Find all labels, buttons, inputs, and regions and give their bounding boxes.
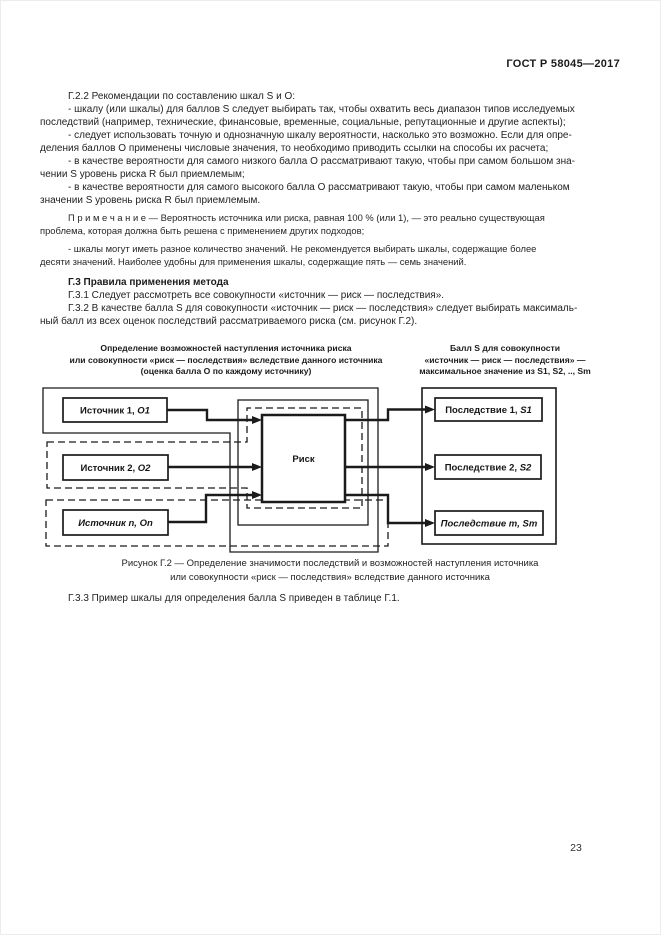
figure-right-header [398, 343, 612, 378]
figure-g2-diagram [40, 385, 615, 555]
section-g3-heading: Г.3 Правила применения метода [68, 277, 229, 288]
arrow-risk-to-consequencem [345, 495, 426, 523]
source-1-label: Источник 1, O1 [80, 405, 150, 417]
paragraph-g22-title: Г.2.2 Рекомендации по составлению шкал S и O: [68, 91, 296, 102]
source-n-label: Источник n, On [78, 518, 153, 529]
arrow-source1-to-risk [167, 410, 253, 420]
arrow-risk-to-consequence1 [345, 410, 426, 421]
bullet-2-line-2: деления баллов O применены числовые значения, то необходимо приводить ссылки на способы их расчета; [40, 143, 549, 154]
bullet-3-line-2: чении S уровень риска R был приемлемым; [40, 169, 245, 180]
consequence-2-label: Последствие 2, S2 [444, 462, 532, 474]
page-number: 23 [570, 842, 582, 854]
figure-caption [70, 557, 590, 584]
document-number: ГОСТ Р 58045—2017 [506, 58, 620, 70]
paragraph-g33: Г.3.3 Пример шкалы для определения балла S приведен в таблице Г.1. [68, 593, 400, 604]
bullet-3-line-1: - в качестве вероятности для самого низкого балла O рассматривают такую, чтобы при самом большом зна- [68, 156, 576, 167]
arrow-sourcen-to-risk [168, 495, 253, 522]
paragraph-g33-wrap [40, 592, 622, 605]
figure-caption-line-1: Рисунок Г.2 — Определение значимости последствий и возможностей наступления источника [121, 558, 539, 569]
arrowhead-into-risk-1 [252, 416, 262, 424]
bullet-1-line-1: - шкалу (или шкалы) для баллов S следует выбирать так, чтобы охватить весь диапазон типов исследуемых [68, 104, 575, 115]
arrowhead-into-consequence-1 [425, 406, 435, 414]
note-line-1: П р и м е ч а н и е — Вероятность источника или риска, равная 100 % (или 1), — это реально существующая [68, 212, 545, 223]
paragraph-g32-line-2: ный балл из всех оценок последствий рассматриваемого риска (см. рисунок Г.2). [40, 316, 418, 327]
figure-left-header-line-2: или совокупности «риск — последствия» вследствие данного источника [69, 354, 383, 365]
note-block [40, 212, 622, 237]
risk-label: Риск [292, 454, 315, 465]
figure-right-header-line-3: максимальное значение из S1, S2, .., Sm [419, 366, 591, 376]
bullet-4-line-2: значении S уровень риска R был приемлемым. [40, 195, 261, 206]
bullet-4-line-1: - в качестве вероятности для самого высокого балла O рассматривают такую, чтобы при самом маленьком [68, 182, 570, 193]
bullet-2-line-1: - следует использовать точную и однозначную шкалу вероятности, насколько это возможно. Если для опре- [68, 130, 572, 141]
figure-left-header-line-3: (оценка балла O по каждому источнику) [140, 366, 312, 376]
body-text [40, 90, 622, 328]
figure-caption-line-2: или совокупности «риск — последствия» вследствие данного источника [170, 571, 490, 583]
arrowhead-into-risk-2 [252, 463, 262, 471]
bullet-5-line-2: десяти значений. Наиболее удобны для применения шкалы, содержащие пять — семь значений. [40, 255, 467, 267]
arrowhead-into-risk-3 [252, 491, 262, 499]
bullet-1-line-2: последствий (например, технические, финансовые, временные, социальные, репутационные и другие аспекты); [40, 117, 566, 128]
figure-left-header [42, 343, 410, 378]
arrowhead-into-consequence-2 [425, 463, 435, 471]
paragraph-g32-line-1: Г.3.2 В качестве балла S для совокупности «источник — риск — последствия» следует выбирать максималь- [68, 303, 578, 314]
bullet-5-block [40, 243, 622, 268]
note-line-2: проблема, которая должна быть решена с применением других подходов; [40, 224, 365, 236]
source-2-label: Источник 2, O2 [80, 463, 151, 474]
figure-left-header-line-1: Определение возможностей наступления источника риска [100, 343, 352, 353]
figure-right-header-line-2: «источник — риск — последствия» — [424, 354, 586, 365]
figure-right-header-line-1: Балл S для совокупности [449, 343, 560, 353]
consequence-m-label: Последствие m, Sm [440, 518, 538, 530]
consequence-1-label: Последствие 1, S1 [445, 405, 532, 416]
bullet-5-line-1: - шкалы могут иметь разное количество значений. Не рекомендуется выбирать шкалы, содержащие более [68, 243, 537, 254]
paragraph-g31: Г.3.1 Следует рассмотреть все совокупности «источник — риск — последствия». [68, 290, 445, 301]
arrowhead-into-consequence-m [425, 519, 435, 527]
